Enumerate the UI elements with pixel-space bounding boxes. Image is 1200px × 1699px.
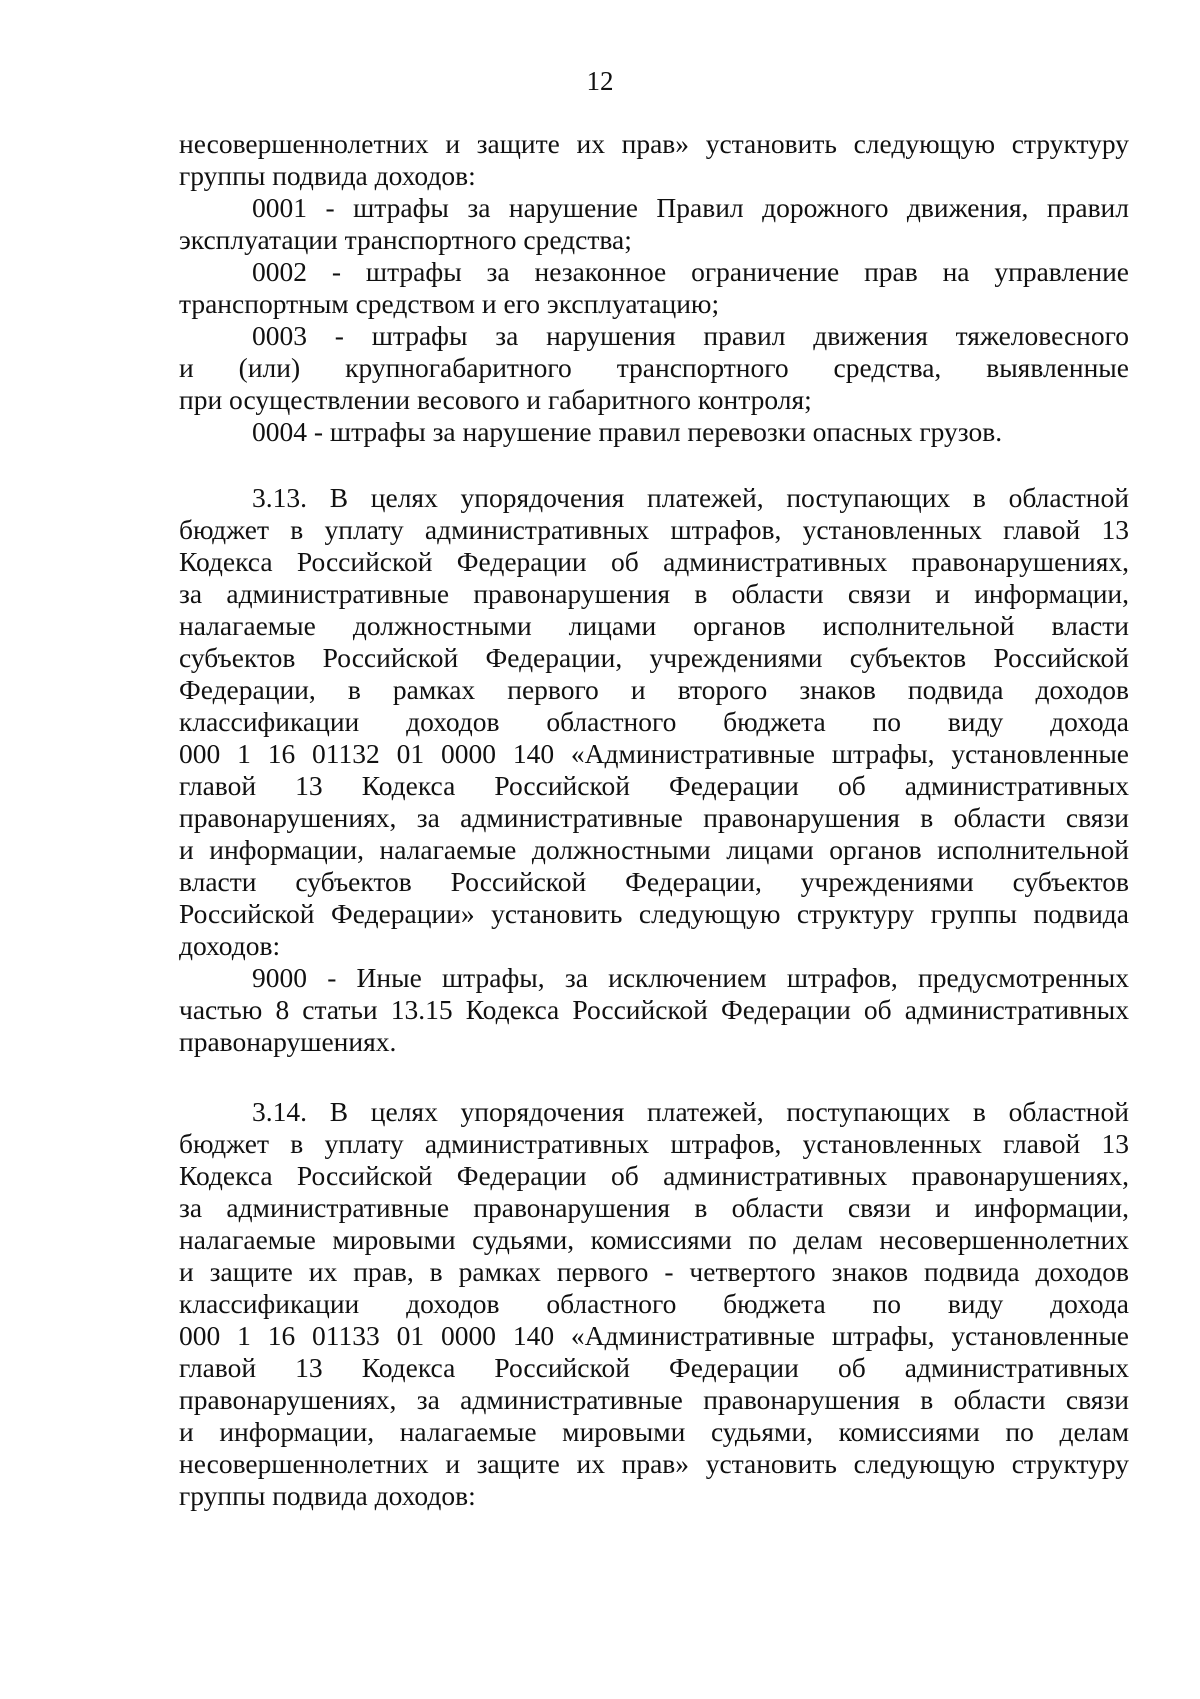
text-line: власти субъектов Российской Федерации, учреждениями субъектов (179, 866, 1129, 897)
text-line: бюджет в уплату административных штрафов, установленных главой 13 (179, 1128, 1129, 1159)
text-line: 000 1 16 01132 01 0000 140 «Административные штрафы, установленные (179, 738, 1129, 769)
text-line: частью 8 статьи 13.15 Кодекса Российской Федерации об административных (179, 994, 1129, 1025)
text-line: эксплуатации транспортного средства; (179, 224, 632, 255)
text-line: 0001 - штрафы за нарушение Правил дорожного движения, правил (252, 192, 1129, 223)
text-line: при осуществлении весового и габаритного контроля; (179, 384, 812, 415)
page-number: 12 (586, 66, 614, 96)
continuation-block (179, 128, 1129, 448)
text-line: несовершеннолетних и защите их прав» установить следующую структуру (179, 128, 1129, 159)
text-line: 3.14. В целях упорядочения платежей, поступающих в областной (252, 1096, 1129, 1127)
paragraph-3-13 (179, 482, 1129, 1058)
text-line: правонарушениях, за административные правонарушения в области связи (179, 802, 1129, 833)
text-line: 000 1 16 01133 01 0000 140 «Административные штрафы, установленные (179, 1320, 1129, 1351)
text-line: доходов: (179, 930, 281, 961)
text-line: 0004 - штрафы за нарушение правил перевозки опасных грузов. (252, 416, 1003, 447)
text-line: и информации, налагаемые должностными лицами органов исполнительной (179, 834, 1129, 865)
text-line: главой 13 Кодекса Российской Федерации об административных (179, 1352, 1129, 1383)
text-line: налагаемые мировыми судьями, комиссиями по делам несовершеннолетних (179, 1224, 1129, 1255)
text-line: за административные правонарушения в области связи и информации, (179, 1192, 1129, 1223)
text-line: группы подвида доходов: (179, 160, 476, 191)
text-line: правонарушениях. (179, 1026, 397, 1057)
text-line: и (или) крупногабаритного транспортного средства, выявленные (179, 352, 1129, 383)
text-line: Федерации, в рамках первого и второго знаков подвида доходов (179, 674, 1129, 705)
text-line: группы подвида доходов: (179, 1480, 476, 1511)
text-line: 0003 - штрафы за нарушения правил движения тяжеловесного (252, 320, 1129, 351)
text-line: и информации, налагаемые мировыми судьями, комиссиями по делам (179, 1416, 1129, 1447)
text-line: за административные правонарушения в области связи и информации, (179, 578, 1129, 609)
text-line: субъектов Российской Федерации, учреждениями субъектов Российской (179, 642, 1129, 673)
text-line: 0002 - штрафы за незаконное ограничение прав на управление (252, 256, 1129, 287)
text-line: Кодекса Российской Федерации об административных правонарушениях, (179, 546, 1129, 577)
text-line: 9000 - Иные штрафы, за исключением штрафов, предусмотренных (252, 962, 1129, 993)
text-line: классификации доходов областного бюджета по виду дохода (179, 706, 1129, 737)
text-line: главой 13 Кодекса Российской Федерации об административных (179, 770, 1129, 801)
text-line: Кодекса Российской Федерации об административных правонарушениях, (179, 1160, 1129, 1191)
text-line: и защите их прав, в рамках первого - четвертого знаков подвида доходов (179, 1256, 1129, 1287)
text-line: несовершеннолетних и защите их прав» установить следующую структуру (179, 1448, 1129, 1479)
text-line: Российской Федерации» установить следующую структуру группы подвида (179, 898, 1129, 929)
paragraph-3-14 (179, 1096, 1129, 1512)
text-line: классификации доходов областного бюджета по виду дохода (179, 1288, 1129, 1319)
text-line: бюджет в уплату административных штрафов, установленных главой 13 (179, 514, 1129, 545)
text-line: налагаемые должностными лицами органов исполнительной власти (179, 610, 1129, 641)
text-line: транспортным средством и его эксплуатацию; (179, 288, 720, 319)
text-line: правонарушениях, за административные правонарушения в области связи (179, 1384, 1129, 1415)
text-line: 3.13. В целях упорядочения платежей, поступающих в областной (252, 482, 1129, 513)
